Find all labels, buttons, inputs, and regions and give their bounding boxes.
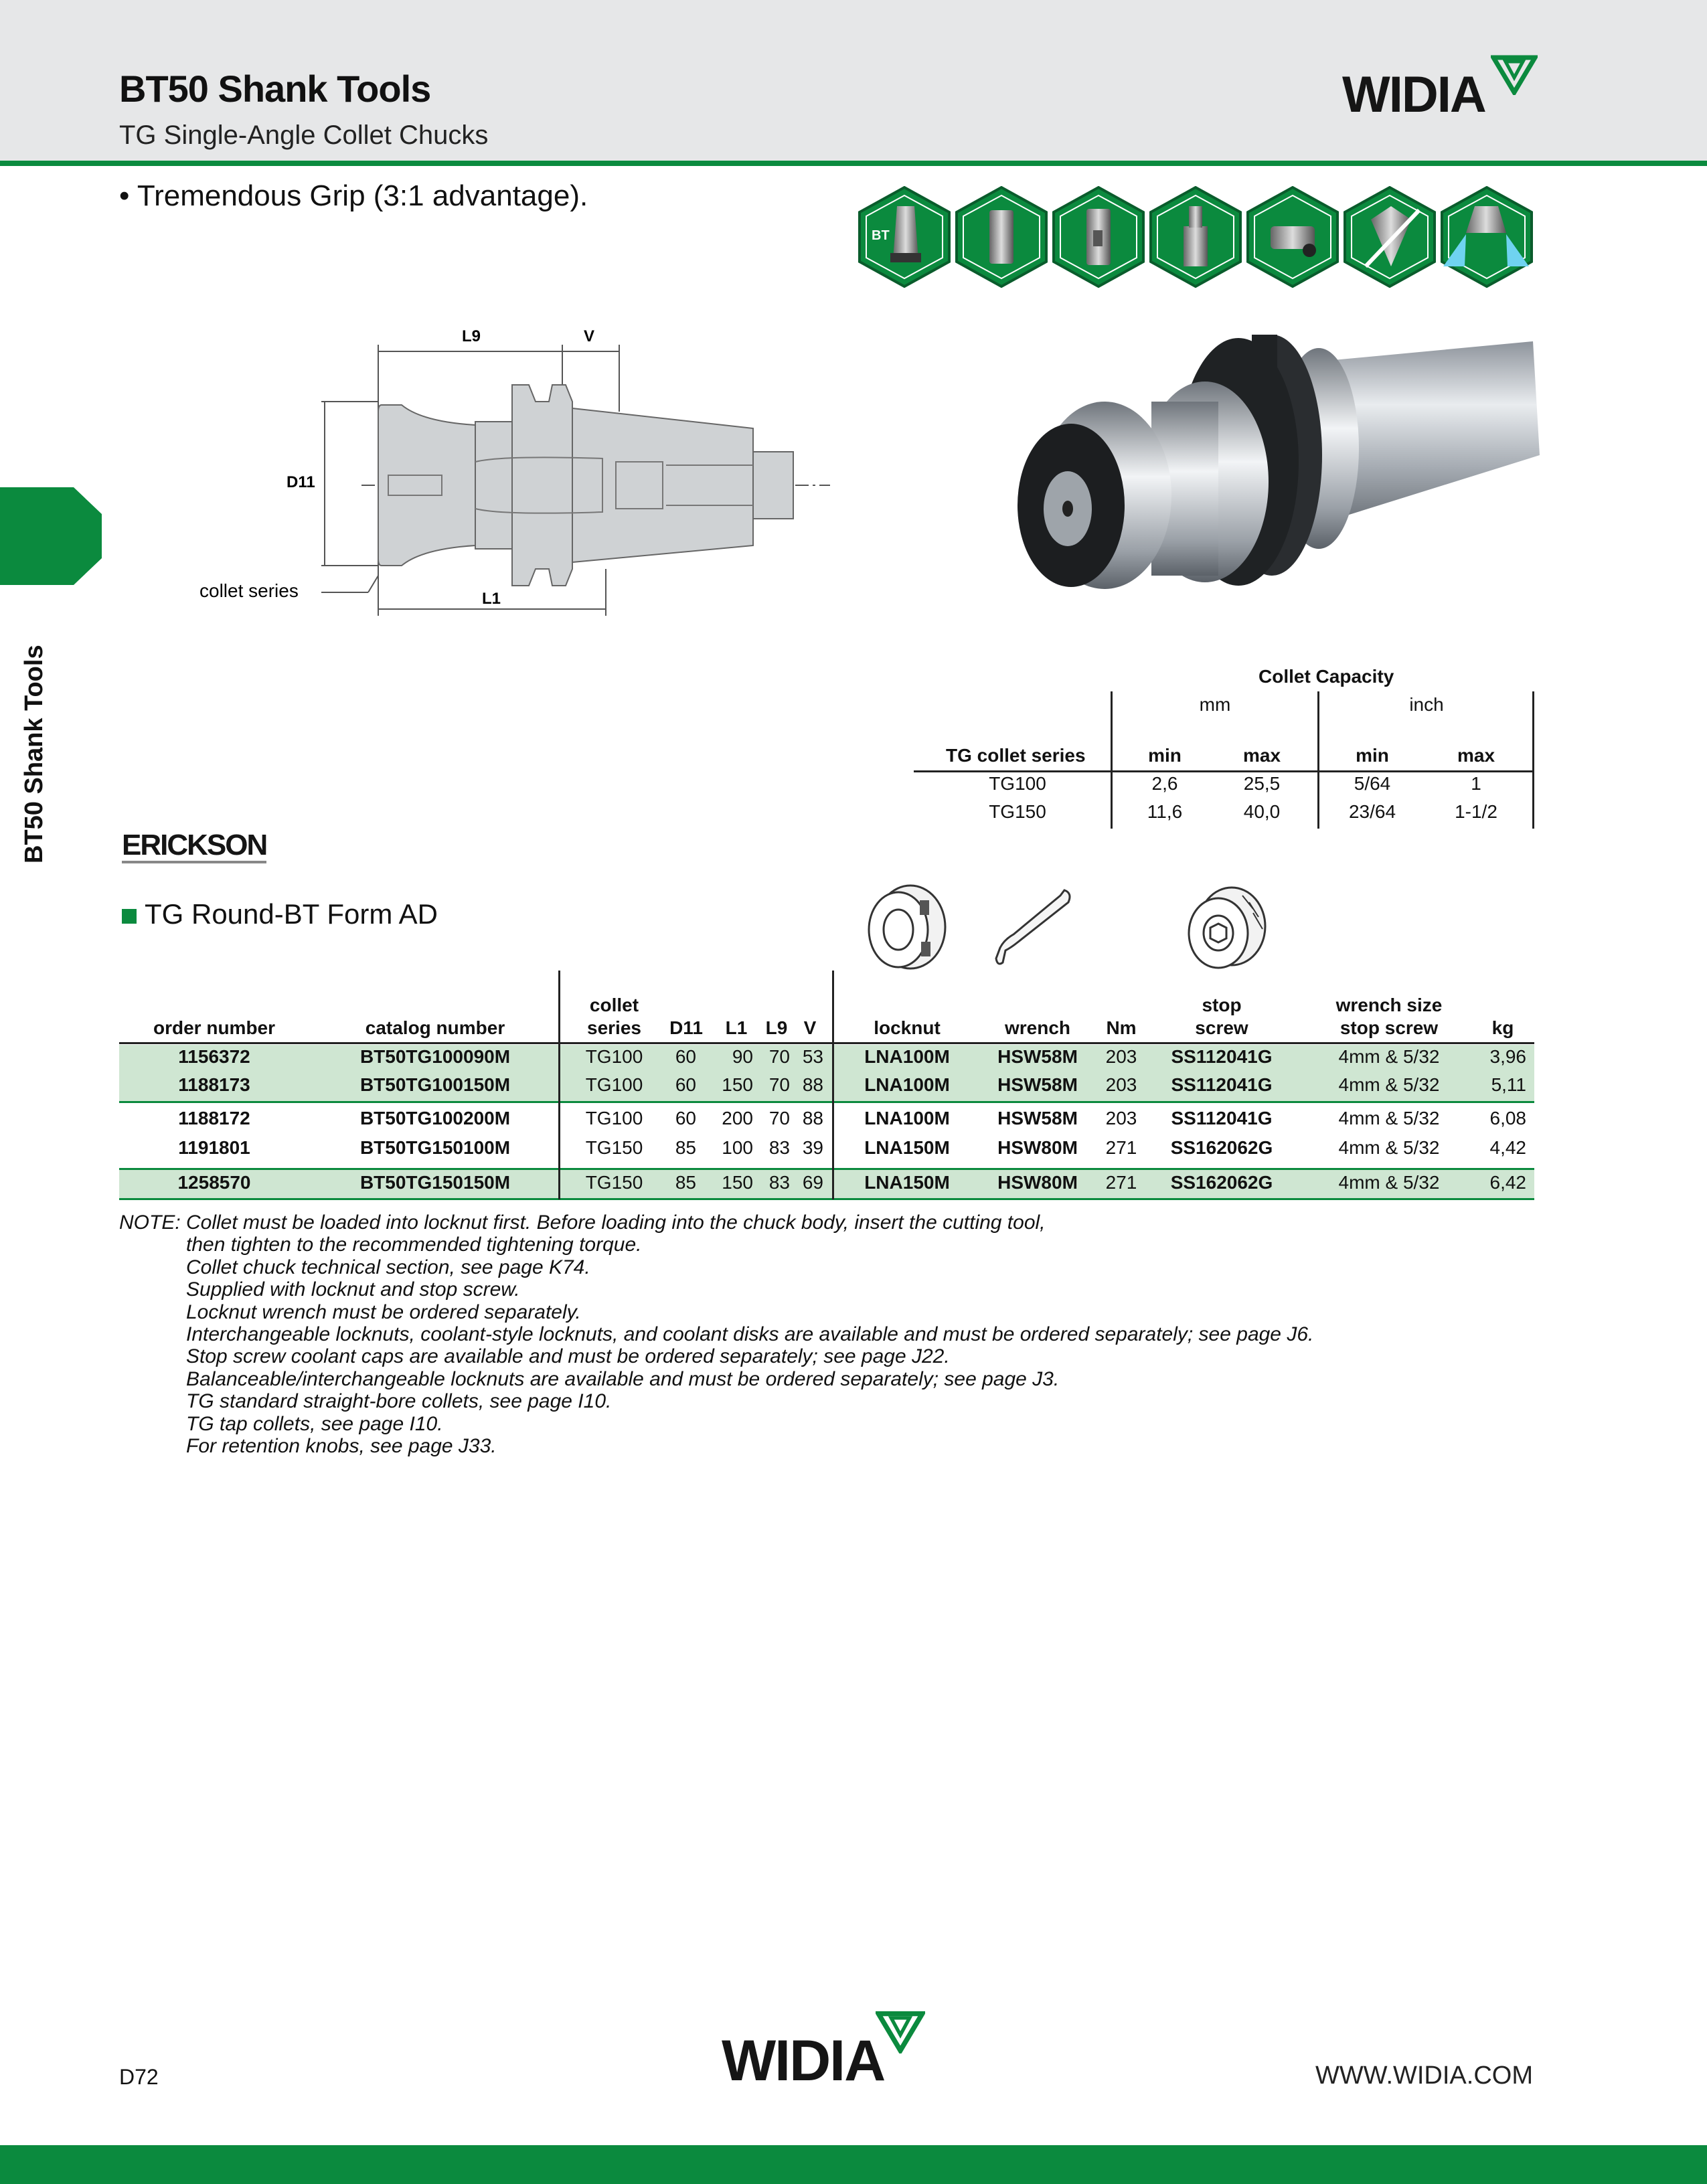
l1-value: 90 xyxy=(732,1046,753,1067)
note-line: Stop screw coolant caps are available and must be ordered separately; see page J22. xyxy=(186,1345,950,1368)
widia-logo xyxy=(1342,55,1536,122)
stop-screw: SS162062G xyxy=(1170,1172,1273,1193)
capacity-title: Collet Capacity xyxy=(1258,666,1394,687)
d11-value: 85 xyxy=(675,1137,696,1158)
footer-bar xyxy=(0,2145,1707,2184)
v-value: 53 xyxy=(802,1046,823,1067)
l1-value: 200 xyxy=(722,1108,753,1128)
wrench-icon xyxy=(991,884,1078,971)
catalog-number: BT50TG100090M xyxy=(359,1046,511,1067)
order-number: 1188172 xyxy=(178,1108,250,1128)
technical-drawing xyxy=(187,321,843,636)
catalog-number: BT50TG100150M xyxy=(359,1074,511,1095)
wrench: HSW80M xyxy=(997,1172,1078,1193)
col-header-order-number: order number xyxy=(153,1017,276,1038)
d11-label: D11 xyxy=(287,473,315,491)
coolant-spray-icon xyxy=(1442,187,1532,286)
torque-nm: 271 xyxy=(1105,1137,1137,1158)
col-header-nm: Nm xyxy=(1106,1017,1137,1038)
weight-kg: 5,11 xyxy=(1491,1074,1526,1095)
capacity-header-rule xyxy=(914,770,1534,772)
collet-series: TG100 xyxy=(585,1108,643,1128)
side-section-label: BT50 Shank Tools xyxy=(20,645,48,863)
wrench-size: 4mm & 5/32 xyxy=(1338,1108,1440,1128)
group-rule xyxy=(119,1101,1534,1103)
col-header-wrench-size-2: stop screw xyxy=(1339,1017,1439,1038)
order-number: 1258570 xyxy=(177,1172,251,1193)
order-number: 1188173 xyxy=(178,1074,250,1095)
website-link[interactable]: WWW.WIDIA.COM xyxy=(1315,2062,1533,2090)
stop-screw: SS112041G xyxy=(1171,1074,1273,1095)
catalog-number: BT50TG150100M xyxy=(359,1137,511,1158)
col-header-l1: L1 xyxy=(725,1017,748,1038)
capacity-divider-1 xyxy=(1111,691,1113,829)
note-line: Locknut wrench must be ordered separately. xyxy=(186,1300,581,1323)
table-divider xyxy=(558,971,560,1199)
group-rule xyxy=(119,1168,1534,1170)
section-heading xyxy=(122,898,438,930)
locknut: LNA100M xyxy=(864,1108,950,1128)
stop-screw-icon xyxy=(1178,882,1272,976)
wrench: HSW58M xyxy=(997,1108,1078,1128)
l1-value: 150 xyxy=(722,1074,753,1095)
tapped-shank-icon xyxy=(1151,187,1240,286)
capacity-series-header: TG collet series xyxy=(946,745,1086,766)
v-label: V xyxy=(584,327,595,345)
torque-nm: 203 xyxy=(1105,1074,1137,1095)
col-header-collet-series-1: collet xyxy=(589,995,639,1015)
l9-value: 70 xyxy=(768,1046,790,1067)
footer-widia-triangle-icon xyxy=(876,2011,925,2053)
capacity-mm-max-header: max xyxy=(1242,745,1281,766)
section-marker-icon xyxy=(122,909,137,924)
collet-series: TG100 xyxy=(585,1046,643,1067)
l1-value: 150 xyxy=(722,1172,753,1193)
order-number: 1156372 xyxy=(178,1046,250,1067)
wrench-size: 4mm & 5/32 xyxy=(1338,1046,1440,1067)
widia-logo-text: WIDIA xyxy=(1342,66,1485,123)
col-header-stop-screw-2: screw xyxy=(1195,1017,1248,1038)
note-line: Balanceable/interchangeable locknuts are available and must be ordered separately; see page J3. xyxy=(186,1367,1060,1390)
note-line: For retention knobs, see page J33. xyxy=(186,1435,497,1458)
application-icons xyxy=(856,186,1537,288)
torque-nm: 203 xyxy=(1105,1108,1137,1128)
col-header-l9: L9 xyxy=(765,1017,788,1038)
capacity-mm-min-header: min xyxy=(1148,745,1182,766)
wrench: HSW80M xyxy=(997,1137,1078,1158)
note-line: Collet chuck technical section, see page K74. xyxy=(186,1256,590,1278)
catalog-number: BT50TG100200M xyxy=(359,1108,511,1128)
erickson-logo: ERICKSON xyxy=(122,830,266,863)
table-divider xyxy=(832,971,834,1199)
v-value: 39 xyxy=(802,1137,823,1158)
capacity-row-mm-max: 40,0 xyxy=(1243,801,1281,822)
col-header-kg: kg xyxy=(1491,1017,1514,1038)
capacity-in-max-header: max xyxy=(1457,745,1495,766)
l9-value: 70 xyxy=(768,1074,790,1095)
d11-value: 60 xyxy=(675,1108,696,1128)
capacity-row-in-min: 23/64 xyxy=(1348,801,1396,822)
product-photo xyxy=(1004,321,1553,636)
locknut-icon xyxy=(864,880,951,974)
v-value: 88 xyxy=(802,1074,823,1095)
locknut: LNA150M xyxy=(864,1137,950,1158)
l9-label: L9 xyxy=(462,327,481,345)
page-subtitle: TG Single-Angle Collet Chucks xyxy=(119,120,489,150)
col-header-locknut: locknut xyxy=(874,1017,941,1038)
col-header-d11: D11 xyxy=(669,1017,703,1038)
svg-text:BT: BT xyxy=(872,228,890,243)
l9-value: 83 xyxy=(768,1172,790,1193)
footer-widia-logo xyxy=(722,2008,936,2093)
d11-value: 85 xyxy=(675,1172,696,1193)
note-line: TG standard straight-bore collets, see page I10. xyxy=(186,1390,612,1413)
wrench-size: 4mm & 5/32 xyxy=(1338,1137,1440,1158)
stop-screw: SS112041G xyxy=(1171,1046,1273,1067)
header-divider xyxy=(0,161,1707,166)
capacity-unit-inch: inch xyxy=(1409,694,1444,715)
collet-series-label: collet series xyxy=(199,580,299,601)
capacity-divider-2 xyxy=(1317,691,1319,829)
page-number: D72 xyxy=(119,2065,159,2089)
capacity-row-in-max: 1 xyxy=(1471,773,1481,794)
table-bottom-rule xyxy=(119,1198,1534,1200)
note-line: then tighten to the recommended tightening torque. xyxy=(186,1234,642,1256)
weight-kg: 6,08 xyxy=(1489,1108,1526,1128)
l9-value: 83 xyxy=(768,1137,790,1158)
col-header-wrench-size-1: wrench size xyxy=(1335,995,1443,1015)
capacity-row-mm-max: 25,5 xyxy=(1243,773,1281,794)
cylindrical-shank-icon xyxy=(957,187,1046,286)
weight-kg: 3,96 xyxy=(1489,1046,1526,1067)
col-header-catalog-number: catalog number xyxy=(365,1017,505,1038)
weight-kg: 4,42 xyxy=(1489,1137,1526,1158)
l1-value: 100 xyxy=(722,1137,753,1158)
wrench: HSW58M xyxy=(997,1074,1078,1095)
capacity-row-series: TG150 xyxy=(989,801,1046,822)
collet-series: TG100 xyxy=(585,1074,643,1095)
capacity-row-series: TG100 xyxy=(989,773,1046,794)
l1-label: L1 xyxy=(482,590,501,608)
section-title-text: TG Round-BT Form AD xyxy=(145,898,438,930)
page-title: BT50 Shank Tools xyxy=(119,68,431,110)
note-line: TG tap collets, see page I10. xyxy=(186,1412,443,1435)
capacity-row-in-min: 5/64 xyxy=(1354,773,1391,794)
col-header-wrench: wrench xyxy=(1004,1017,1071,1038)
v-value: 88 xyxy=(802,1108,823,1128)
order-number: 1191801 xyxy=(178,1137,250,1158)
torque-nm: 203 xyxy=(1105,1046,1137,1067)
bt-shank-icon xyxy=(860,187,949,286)
notes-block xyxy=(119,1211,1313,1457)
capacity-in-min-header: min xyxy=(1356,745,1389,766)
catalog-number: BT50TG150150M xyxy=(359,1172,511,1193)
footer-logo-text: WIDIA xyxy=(722,2029,885,2093)
widia-triangle-icon xyxy=(1491,55,1538,95)
col-header-collet-series-2: series xyxy=(587,1017,641,1038)
side-tab-marker xyxy=(0,487,102,585)
collet-series: TG150 xyxy=(585,1137,643,1158)
no-coolant-icon xyxy=(1345,187,1435,286)
col-header-v: V xyxy=(803,1017,817,1038)
capacity-unit-mm: mm xyxy=(1199,694,1231,715)
coolant-through-icon xyxy=(1248,187,1337,286)
d11-value: 60 xyxy=(675,1046,696,1067)
capacity-row-in-max: 1-1/2 xyxy=(1455,801,1497,822)
torque-nm: 271 xyxy=(1105,1172,1137,1193)
locknut: LNA100M xyxy=(864,1046,950,1067)
v-value: 69 xyxy=(802,1172,823,1193)
d11-value: 60 xyxy=(675,1074,696,1095)
wrench-size: 4mm & 5/32 xyxy=(1338,1172,1440,1193)
table-header-rule xyxy=(119,1042,1534,1044)
collet-series: TG150 xyxy=(585,1172,643,1193)
col-header-stop-screw-1: stop xyxy=(1202,995,1242,1015)
locknut: LNA150M xyxy=(864,1172,950,1193)
wrench-size: 4mm & 5/32 xyxy=(1338,1074,1440,1095)
weight-kg: 6,42 xyxy=(1489,1172,1526,1193)
note-line: Interchangeable locknuts, coolant-style locknuts, and coolant disks are available and must be ordered separately; see page J6. xyxy=(186,1323,1314,1346)
note-line: Supplied with locknut and stop screw. xyxy=(186,1278,520,1301)
weldon-shank-icon xyxy=(1054,187,1143,286)
stop-screw: SS162062G xyxy=(1170,1137,1273,1158)
capacity-row-mm-min: 2,6 xyxy=(1151,773,1178,794)
wrench: HSW58M xyxy=(997,1046,1078,1067)
locknut: LNA100M xyxy=(864,1074,950,1095)
stop-screw: SS112041G xyxy=(1171,1108,1273,1128)
note-line: NOTE: Collet must be loaded into locknut first. Before loading into the chuck body, insert the cutting tool, xyxy=(119,1211,1046,1234)
l9-value: 70 xyxy=(768,1108,790,1128)
capacity-row-mm-min: 11,6 xyxy=(1147,801,1183,822)
feature-bullet: • Tremendous Grip (3:1 advantage). xyxy=(119,179,588,212)
capacity-divider-3 xyxy=(1532,691,1534,829)
